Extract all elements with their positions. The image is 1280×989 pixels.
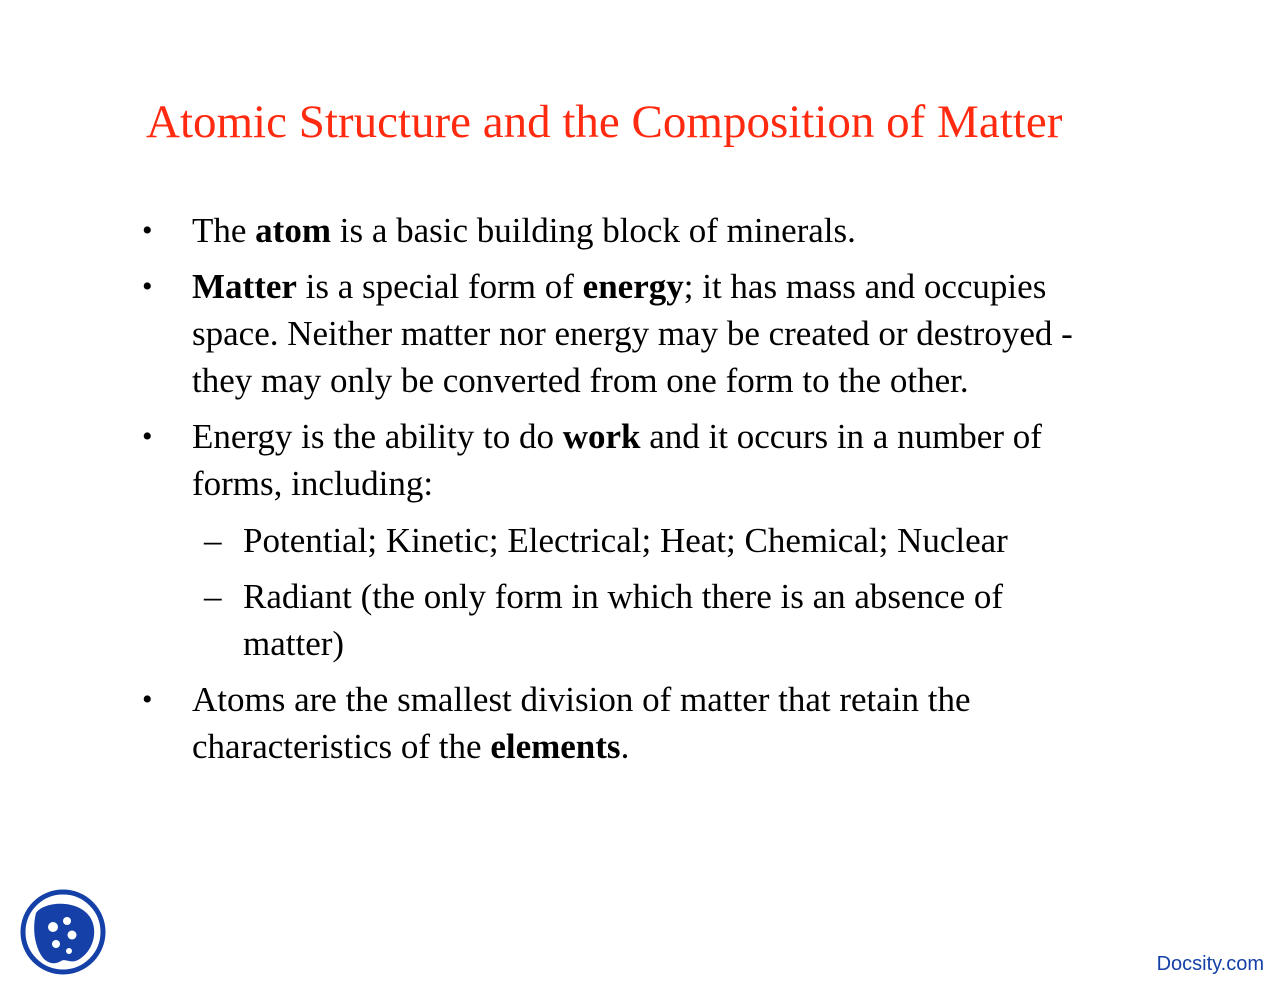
bullet-marker: • bbox=[142, 420, 153, 453]
bullet-text: ; it has mass and occupies space. Neither matter nor energy may be created or destroyed - they may only be converted from one form to the other. bbox=[192, 267, 1073, 400]
dash-marker: – bbox=[204, 521, 222, 560]
sub-list-item bbox=[192, 517, 1110, 564]
docsity-logo-icon[interactable] bbox=[20, 889, 106, 975]
sub-item-text: Potential; Kinetic; Electrical; Heat; Chemical; Nuclear bbox=[243, 521, 1008, 560]
list-item bbox=[140, 263, 1110, 404]
sub-list-item bbox=[192, 573, 1110, 667]
bold-term: work bbox=[562, 417, 641, 456]
bullet-text: The bbox=[192, 211, 256, 250]
sub-list bbox=[192, 517, 1110, 667]
bullet-list bbox=[140, 207, 1110, 779]
dash-marker: – bbox=[204, 577, 222, 616]
bullet-text: . bbox=[620, 727, 630, 766]
bold-term: energy bbox=[582, 267, 684, 306]
bullet-text: Atoms are the smallest division of matter that retain the characteristics of the bbox=[192, 680, 971, 766]
bullet-text: and it occurs in a number of forms, including: bbox=[192, 417, 1042, 503]
list-item bbox=[140, 413, 1110, 667]
bullet-text: Energy is the ability to do bbox=[192, 417, 563, 456]
bullet-marker: • bbox=[142, 270, 153, 303]
sub-item-text: Radiant (the only form in which there is an absence of matter) bbox=[243, 577, 1004, 663]
bullet-text: is a basic building block of minerals. bbox=[330, 211, 856, 250]
bold-term: Matter bbox=[192, 267, 297, 306]
bullet-marker: • bbox=[142, 683, 153, 716]
list-item bbox=[140, 676, 1110, 770]
bullet-marker: • bbox=[142, 214, 153, 247]
bold-term: elements bbox=[490, 727, 621, 766]
docsity-brand-label[interactable]: Docsity.com bbox=[1156, 953, 1264, 975]
slide-title: Atomic Structure and the Composition of Matter bbox=[146, 96, 1063, 148]
list-item bbox=[140, 207, 1110, 254]
bullet-text: is a special form of bbox=[296, 267, 583, 306]
bold-term: atom bbox=[255, 211, 331, 250]
